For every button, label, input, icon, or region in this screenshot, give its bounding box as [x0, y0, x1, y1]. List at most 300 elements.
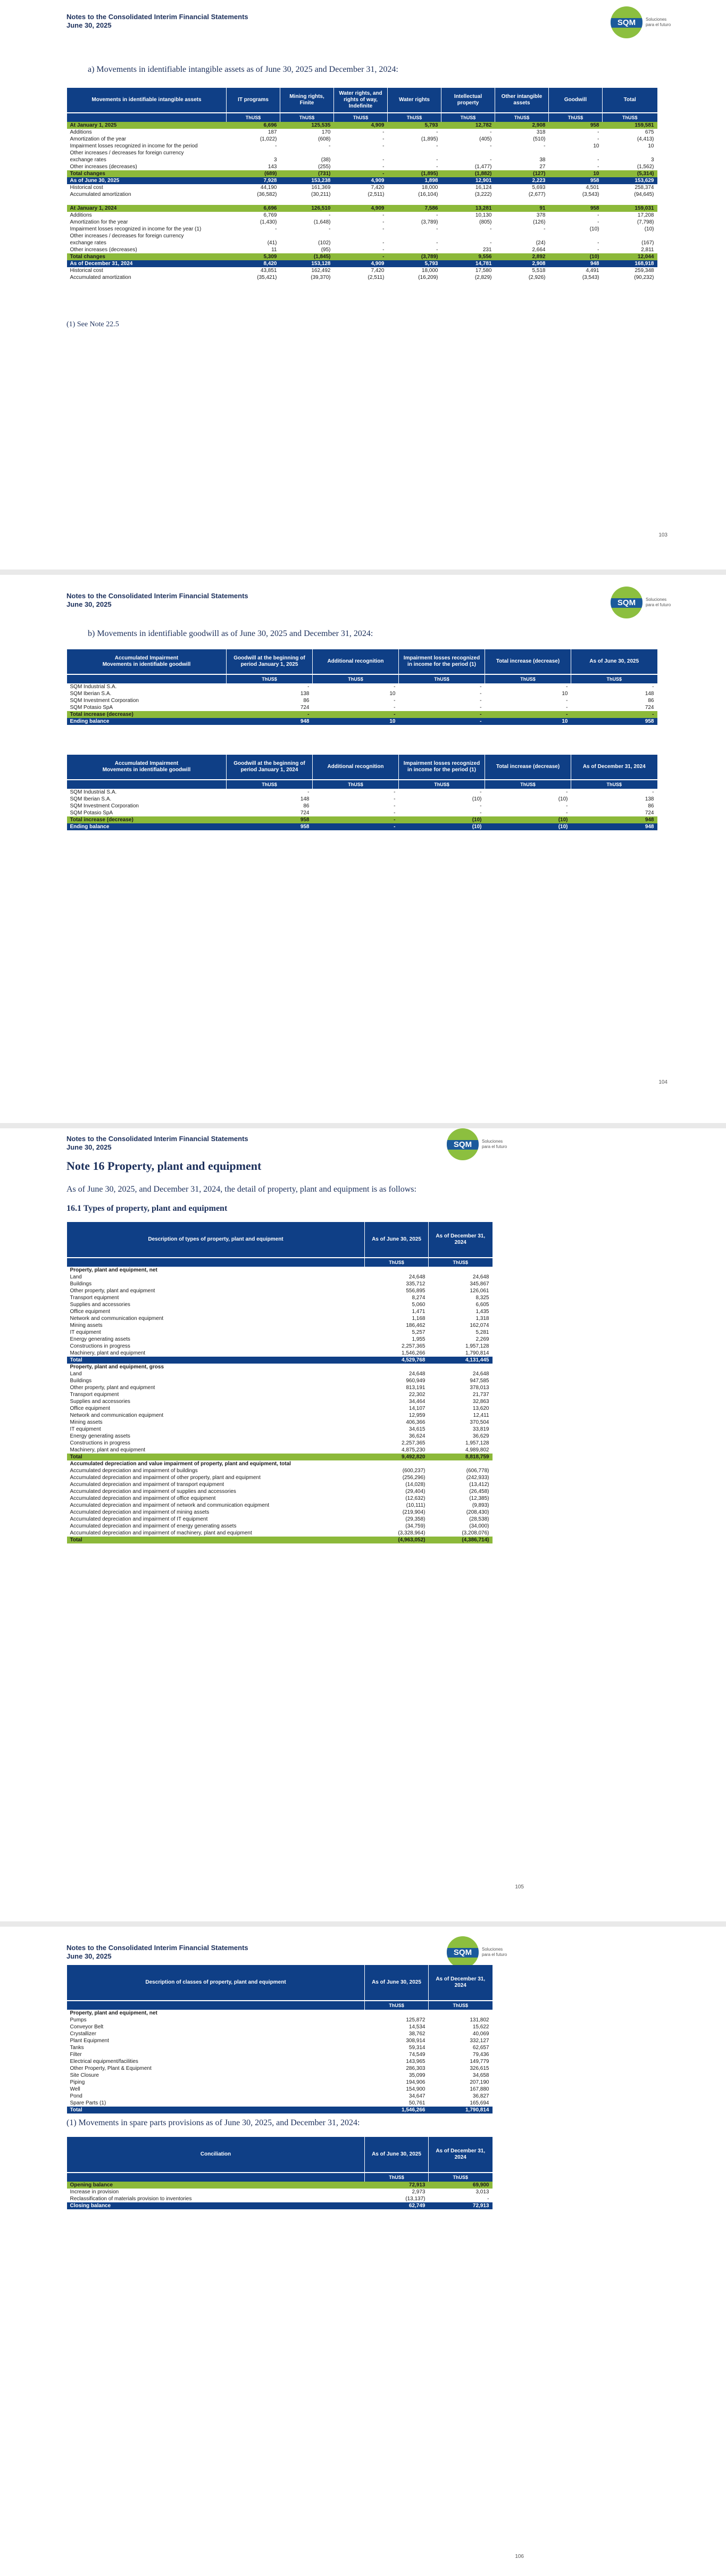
unit-header: ThUS$: [334, 113, 388, 122]
row-label: Other Property, Plant & Equipment: [70, 2066, 152, 2071]
cell-value: 326,615: [470, 2066, 489, 2071]
cell-value: 148: [645, 691, 654, 697]
cell-value: 332,127: [470, 2038, 489, 2044]
cell-value: (606,778): [466, 1468, 489, 1474]
cell-value: 13,281: [441, 205, 495, 212]
column-header: As of December 31, 2024: [571, 755, 657, 780]
cell-value: -: [597, 240, 599, 246]
cell-value: 168,918: [603, 260, 657, 267]
row-label: Plant Equipment: [70, 2038, 109, 2044]
cell-value: [365, 2010, 429, 2017]
row-label: Total: [67, 1454, 365, 1460]
cell-value: 4,989,802: [465, 1447, 489, 1453]
cell-value: -: [597, 157, 599, 163]
cell-value: [388, 150, 441, 156]
cell-value: 958: [549, 122, 603, 129]
cell-value: (14,028): [405, 1482, 425, 1488]
cell-value: 5,309: [227, 253, 280, 260]
cell-value: -: [394, 684, 396, 690]
cell-value: 21,737: [472, 1392, 489, 1398]
ppe-classes-table: [66, 1965, 493, 2113]
table-row: [67, 170, 657, 177]
row-label: [67, 198, 227, 205]
table-row: [67, 1267, 493, 1274]
cell-value: 308,914: [406, 2038, 425, 2044]
unit-header: ThUS$: [429, 1258, 493, 1267]
cell-value: 12,411: [473, 1413, 489, 1418]
table-row: [67, 129, 657, 136]
cell-value: 948: [227, 718, 313, 725]
cell-value: 960,949: [406, 1378, 425, 1384]
cell-value: (16,209): [418, 275, 438, 280]
cell-value: (95): [321, 247, 331, 253]
cell-value: (805): [479, 219, 492, 225]
table-row: [67, 1301, 493, 1308]
column-header: Additional recognition: [313, 649, 399, 674]
cell-value: -: [399, 718, 485, 725]
table-row: [67, 810, 657, 816]
table-row: [67, 1488, 493, 1495]
cell-value: [549, 150, 603, 156]
cell-value: -: [394, 705, 396, 711]
table-row: [67, 1398, 493, 1405]
table-row: [67, 1322, 493, 1329]
table-row: [67, 1364, 493, 1370]
unit-header: ThUS$: [365, 2001, 429, 2010]
row-label: Total changes: [67, 170, 227, 177]
cell-value: [429, 1364, 493, 1370]
cell-value: (2,511): [368, 275, 385, 280]
cell-value: 32,863: [472, 1399, 489, 1405]
table-row: [67, 1460, 493, 1467]
column-header: Accumulated Impairment Movements in identifiable goodwill: [67, 649, 227, 674]
row-label: Property, plant and equipment, net: [70, 1267, 157, 1273]
cell-value: 79,436: [472, 2052, 489, 2058]
column-header: Impairment losses recognized in income for the period (1): [399, 755, 485, 780]
row-label: Historical cost: [70, 185, 103, 191]
cell-value: (1,430): [260, 219, 277, 225]
table-row: [67, 789, 657, 796]
cell-value: 4,501: [586, 185, 599, 191]
row-label: Total increase (decrease): [67, 711, 227, 718]
cell-value: 17,580: [475, 268, 492, 274]
cell-value: 207,190: [470, 2079, 489, 2085]
row-label: Filter: [70, 2052, 82, 2058]
cell-value: -: [597, 136, 599, 142]
unit-header: [67, 2001, 365, 2010]
table-row: [67, 1343, 493, 1350]
unit-header: [67, 1258, 365, 1267]
cell-value: (12,632): [405, 1496, 425, 1501]
cell-value: -: [566, 789, 568, 795]
table-row: [67, 1433, 493, 1440]
cell-value: -: [566, 684, 568, 690]
row-label: Closing balance: [67, 2202, 365, 2209]
row-label: Constructions in progress: [70, 1343, 130, 1349]
column-header: Additional recognition: [313, 755, 399, 780]
cell-value: [227, 198, 280, 205]
cell-value: -: [490, 157, 492, 163]
cell-value: -: [436, 212, 438, 218]
cell-value: 162,492: [311, 268, 331, 274]
cell-value: -: [436, 164, 438, 170]
table-row: [67, 1294, 493, 1301]
note-title: Note 16 Property, plant and equipment: [66, 1159, 262, 1173]
cell-value: 125,535: [280, 122, 334, 129]
cell-value: 1,318: [475, 1316, 489, 1322]
column-header: Total increase (decrease): [485, 649, 571, 674]
cell-value: -: [382, 157, 385, 163]
cell-value: (34,000): [469, 1523, 489, 1529]
page-2: [0, 575, 726, 1123]
cell-value: 958: [571, 718, 657, 725]
cell-value: 59,314: [408, 2045, 425, 2051]
column-header: Goodwill: [549, 88, 603, 113]
column-header: Conciliation: [67, 2137, 365, 2173]
table-row: [67, 2079, 493, 2086]
table-row: [67, 1419, 493, 1426]
cell-value: [227, 233, 280, 240]
column-header: Impairment losses recognized in income for the period (1): [399, 649, 485, 674]
cell-value: (1,895): [388, 170, 441, 177]
row-label: Energy generating assets: [70, 1336, 130, 1342]
cell-value: 86: [648, 803, 654, 809]
cell-value: 10: [562, 691, 568, 697]
table-row: [67, 2058, 493, 2065]
cell-value: [334, 150, 388, 156]
row-label: At January 1, 2024: [67, 205, 227, 212]
row-label: SQM Iberian S.A.: [70, 796, 112, 802]
cell-value: 159,031: [603, 205, 657, 212]
cell-value: [441, 233, 495, 240]
column-header: As of June 30, 2025: [365, 1222, 429, 1258]
cell-value: 153,629: [603, 177, 657, 184]
cell-value: (9,893): [472, 1502, 489, 1508]
cell-value: 675: [645, 129, 654, 135]
cell-value: 9,556: [441, 253, 495, 260]
unit-header: ThUS$: [495, 113, 549, 122]
cell-value: -: [436, 157, 438, 163]
cell-value: -: [566, 698, 568, 704]
cell-value: -: [436, 240, 438, 246]
cell-value: [365, 1460, 429, 1467]
column-header: As of June 30, 2025: [365, 2137, 429, 2173]
table-row: [67, 2202, 493, 2209]
row-label: Total increase (decrease): [67, 816, 227, 823]
table-row: [67, 2024, 493, 2030]
cell-value: [549, 233, 603, 240]
cell-value: [280, 150, 334, 156]
cell-value: -: [436, 226, 438, 232]
cell-value: 36,629: [472, 1433, 489, 1439]
cell-value: -: [399, 711, 485, 718]
cell-value: -: [382, 212, 385, 218]
cell-value: [334, 233, 388, 240]
cell-value: (600,237): [402, 1468, 425, 1474]
cell-value: -: [382, 226, 385, 232]
page-3: [0, 1128, 726, 1921]
cell-value: (4,963,052): [365, 1537, 429, 1543]
cell-value: [429, 1460, 493, 1467]
table-row: [67, 1308, 493, 1315]
table-row: [67, 267, 657, 274]
cell-value: 1,168: [412, 1316, 425, 1322]
page-4: [0, 1927, 726, 2576]
cell-value: -: [394, 698, 396, 704]
cell-value: (219,904): [402, 1509, 425, 1515]
row-label: Energy generating assets: [70, 1433, 130, 1439]
intro-paragraph: As of June 30, 2025, and December 31, 2024, the detail of property, plant and equipment is as follows:: [66, 1185, 416, 1194]
cell-value: 2,973: [412, 2189, 425, 2195]
table-row: [67, 1495, 493, 1502]
cell-value: 318: [536, 129, 546, 135]
table-row: [67, 1467, 493, 1474]
row-label: Supplies and accessories: [70, 1302, 130, 1308]
cell-value: 4,875,230: [402, 1447, 425, 1453]
cell-value: (3,789): [421, 219, 438, 225]
cell-value: (26,458): [469, 1489, 489, 1495]
cell-value: -: [485, 711, 571, 718]
cell-value: -: [394, 803, 396, 809]
cell-value: 2,908: [495, 122, 549, 129]
cell-value: [429, 2010, 493, 2017]
table-row: [67, 1357, 493, 1364]
cell-value: 1,955: [412, 1336, 425, 1342]
cell-value: (3,208,076): [462, 1530, 489, 1536]
table-row: [67, 1391, 493, 1398]
cell-value: (24): [536, 240, 546, 246]
table-row: [67, 816, 657, 823]
cell-value: -: [382, 129, 385, 135]
cell-value: 16,124: [475, 185, 492, 191]
table-row: [67, 150, 657, 156]
row-label: SQM Industrial S.A.: [70, 789, 117, 795]
table-row: [67, 2065, 493, 2072]
cell-value: 194,906: [406, 2079, 425, 2085]
cell-value: (731): [280, 170, 334, 177]
cell-value: (39,370): [311, 275, 331, 280]
cell-value: 24,648: [408, 1371, 425, 1377]
cell-value: 91: [495, 205, 549, 212]
cell-value: 2,257,365: [402, 1343, 425, 1349]
cell-value: 24,648: [408, 1274, 425, 1280]
table-row: [67, 803, 657, 810]
table-row: [67, 246, 657, 253]
row-label: Pumps: [70, 2017, 87, 2023]
cell-value: 4,909: [334, 177, 388, 184]
cell-value: 187: [268, 129, 277, 135]
cell-value: 8,420: [227, 260, 280, 267]
cell-value: -: [436, 247, 438, 253]
row-label: SQM Potasio SpA: [70, 705, 113, 711]
cell-value: -: [597, 219, 599, 225]
row-label: exchange rates: [70, 240, 106, 246]
page-1: [0, 0, 726, 569]
cell-value: 1,957,128: [465, 1440, 489, 1446]
cell-value: 14,534: [408, 2024, 425, 2030]
table-row: [67, 212, 657, 219]
cell-value: (13,137): [405, 2196, 425, 2202]
cell-value: -: [566, 705, 568, 711]
unit-header: ThUS$: [603, 113, 657, 122]
cell-value: (242,933): [466, 1475, 489, 1481]
cell-value: 4,491: [586, 268, 599, 274]
row-label: As of December 31, 2024: [67, 260, 227, 267]
cell-value: 36,827: [472, 2093, 489, 2099]
row-label: Network and communication equipment: [70, 1413, 164, 1418]
row-label: Amortization for the year: [70, 219, 128, 225]
cell-value: 4,529,768: [365, 1357, 429, 1364]
cell-value: -: [480, 691, 482, 697]
table-row: [67, 1454, 493, 1460]
page-number: 104: [658, 1079, 667, 1085]
cell-value: 5,257: [412, 1330, 425, 1335]
cell-value: 10: [313, 718, 399, 725]
cell-value: 813,191: [406, 1385, 425, 1391]
table-row: [67, 1426, 493, 1433]
table-row: [67, 226, 657, 233]
cell-value: 24,648: [472, 1274, 489, 1280]
cell-value: (10): [399, 816, 485, 823]
intangible-assets-table: [66, 88, 657, 281]
cell-value: -: [436, 143, 438, 149]
cell-value: 1,957,128: [465, 1343, 489, 1349]
cell-value: (1,845): [280, 253, 334, 260]
cell-value: -: [382, 164, 385, 170]
row-label: Other increases / decreases for foreign currency: [70, 150, 184, 156]
table-row: [67, 156, 657, 163]
table-row: [67, 2195, 493, 2202]
row-label: Office equipment: [70, 1309, 110, 1315]
cell-value: (35,421): [257, 275, 277, 280]
table-row: [67, 1440, 493, 1447]
row-label: IT equipment: [70, 1426, 101, 1432]
cell-value: 5,518: [532, 268, 546, 274]
column-header: As of June 30, 2025: [365, 1965, 429, 2001]
cell-value: [280, 233, 334, 240]
cell-value: (16,104): [418, 192, 438, 197]
cell-value: (127): [495, 170, 549, 177]
row-label: Additions: [70, 212, 92, 218]
table-row: [67, 136, 657, 143]
cell-value: 370,504: [470, 1419, 489, 1425]
cell-value: 948: [571, 816, 657, 823]
cell-value: (167): [641, 240, 654, 246]
column-header: As of June 30, 2025: [571, 649, 657, 674]
cell-value: 40,069: [472, 2031, 489, 2037]
cell-value: 958: [227, 816, 313, 823]
table-row: [67, 704, 657, 711]
row-label: Office equipment: [70, 1406, 110, 1411]
cell-value: 378,013: [470, 1385, 489, 1391]
cell-value: 43,851: [260, 268, 277, 274]
row-label: Other property, plant and equipment: [70, 1288, 155, 1294]
cell-value: (3,789): [388, 253, 441, 260]
cell-value: -: [313, 816, 399, 823]
row-label: Land: [70, 1371, 82, 1377]
row-label: As of June 30, 2025: [67, 177, 227, 184]
cell-value: 143,965: [406, 2059, 425, 2065]
cell-value: (3,543): [582, 192, 599, 197]
cell-value: (10): [485, 823, 571, 830]
unit-header: ThUS$: [429, 2001, 493, 2010]
row-label: IT equipment: [70, 1330, 101, 1335]
cell-value: (10,111): [406, 1502, 425, 1508]
cell-value: 167,880: [470, 2086, 489, 2092]
page-number: 105: [515, 1884, 524, 1890]
row-label: Other increases (decreases): [70, 247, 137, 253]
row-label: Total: [67, 1357, 365, 1364]
cell-value: 6,769: [263, 212, 277, 218]
unit-header: ThUS$: [571, 674, 657, 683]
cell-value: 958: [549, 205, 603, 212]
cell-value: 1,435: [475, 1309, 489, 1315]
table-row: [67, 2093, 493, 2100]
row-label: Accumulated depreciation and impairment of supplies and accessories: [70, 1489, 236, 1495]
cell-value: 14,781: [441, 260, 495, 267]
unit-header: [67, 674, 227, 683]
cell-value: -: [313, 823, 399, 830]
row-label: Constructions in progress: [70, 1440, 130, 1446]
cell-value: 34,647: [408, 2093, 425, 2099]
cell-value: [603, 150, 657, 156]
cell-value: 6,696: [227, 205, 280, 212]
section-title: (1) Movements in spare parts provisions as of June 30, 2025, and December 31, 2024:: [66, 2118, 360, 2127]
cell-value: 35,099: [408, 2073, 425, 2078]
cell-value: 724: [300, 810, 310, 816]
row-label: Network and communication equipment: [70, 1316, 164, 1322]
row-label: Other increases (decreases): [70, 164, 137, 170]
row-label: Total: [67, 2107, 365, 2113]
table-row: [67, 177, 657, 184]
table-row: [67, 1509, 493, 1516]
table-row: [67, 690, 657, 697]
cell-value: 724: [645, 705, 654, 711]
cell-value: (2,926): [528, 275, 546, 280]
row-label: Buildings: [70, 1281, 92, 1287]
cell-value: -: [480, 810, 482, 816]
cell-value: 1,471: [412, 1309, 425, 1315]
cell-value: 62,657: [472, 2045, 489, 2051]
cell-value: -: [480, 705, 482, 711]
cell-value: -: [490, 240, 492, 246]
cell-value: 10: [485, 718, 571, 725]
table-row: [67, 1530, 493, 1537]
cell-value: -: [382, 247, 385, 253]
cell-value: 22,302: [408, 1392, 425, 1398]
cell-value: (10): [472, 796, 482, 802]
goodwill-table-2025: [66, 649, 657, 725]
cell-value: -: [597, 164, 599, 170]
cell-value: 7,928: [227, 177, 280, 184]
cell-value: (1,895): [421, 136, 438, 142]
cell-value: (405): [479, 136, 492, 142]
cell-value: 4,909: [334, 122, 388, 129]
column-header: Water rights, and rights of way, Indefinite: [334, 88, 388, 113]
row-label: Piping: [70, 2079, 85, 2085]
cell-value: 131,802: [470, 2017, 489, 2023]
table-row: [67, 2072, 493, 2079]
cell-value: (4,413): [637, 136, 654, 142]
table-row: [67, 191, 657, 198]
cell-value: [227, 150, 280, 156]
cell-value: 138: [300, 691, 310, 697]
cell-value: 69,900: [429, 2182, 493, 2189]
table-row: [67, 219, 657, 226]
unit-header: ThUS$: [485, 674, 571, 683]
cell-value: 50,761: [408, 2100, 425, 2106]
cell-value: 138: [645, 796, 654, 802]
